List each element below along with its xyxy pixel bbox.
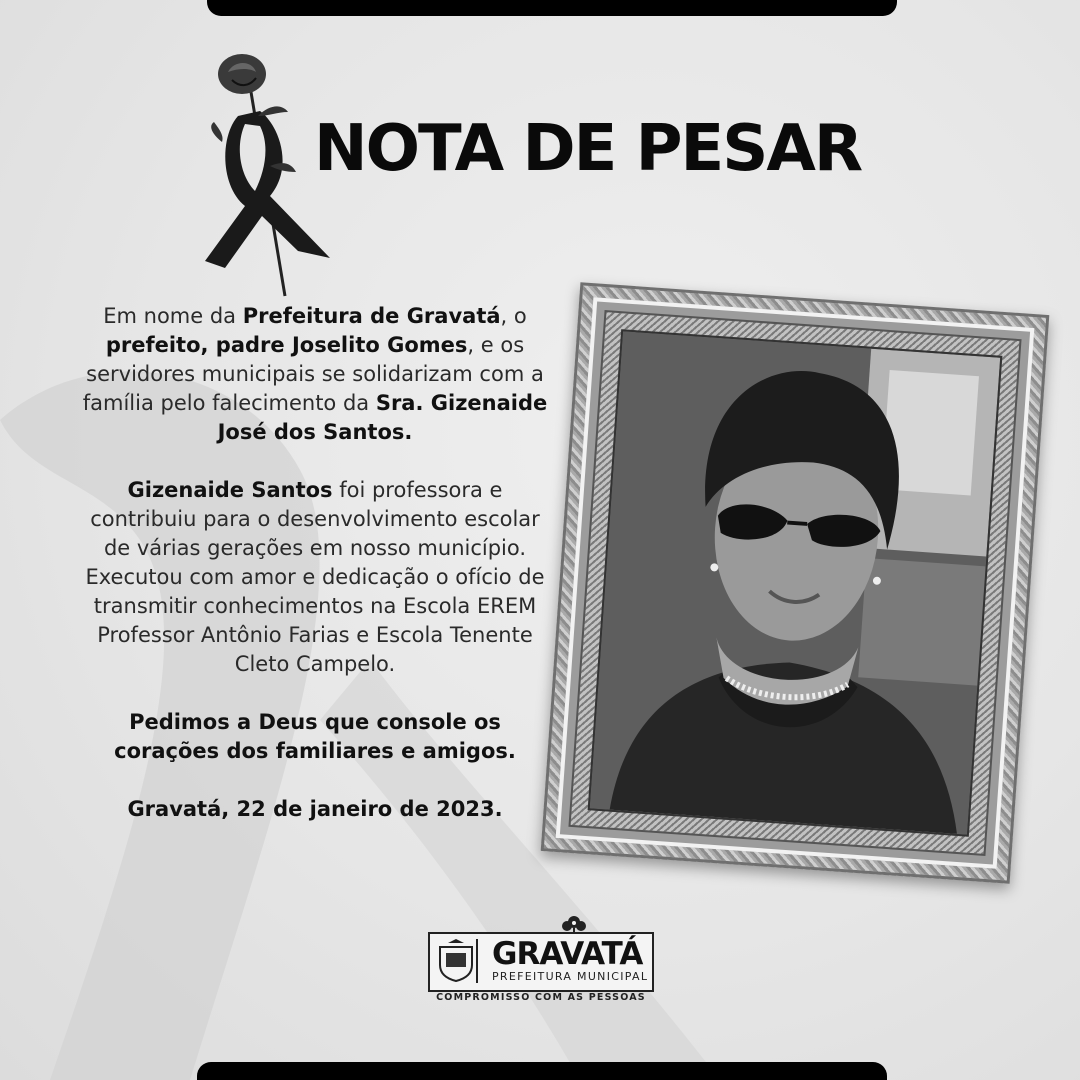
portrait-illustration — [590, 331, 1000, 834]
bottom-bar — [197, 1062, 887, 1080]
logo-tagline: COMPROMISSO COM AS PESSOAS — [436, 992, 646, 1003]
message-body — [80, 302, 550, 853]
mayor-name: prefeito, padre Joselito Gomes — [105, 333, 468, 357]
paragraph-condolences — [80, 302, 550, 447]
logo-box — [428, 932, 654, 992]
logo-subtitle: PREFEITURA MUNICIPAL — [492, 970, 649, 983]
text-run: , o — [500, 304, 527, 328]
text-run: , e os servidores municipais se solidarizam com a família pelo falecimento da — [82, 333, 544, 415]
text-run: Em nome da — [103, 304, 243, 328]
deceased-name: Sra. Gizenaide José dos Santos. — [217, 391, 548, 444]
prefecture-logo — [428, 914, 654, 1004]
paragraph-prayer: Pedimos a Deus que console os corações dos familiares e amigos. — [114, 710, 516, 763]
paragraph-biography — [80, 476, 550, 679]
prefecture-name: Prefeitura de Gravatá — [242, 304, 501, 328]
portrait-photo — [588, 329, 1003, 836]
crest-icon — [436, 939, 478, 983]
page-title: NOTA DE PESAR — [314, 112, 862, 186]
text-run: foi professora e contribuiu para o desenvolvimento escolar de várias gerações em nosso município. Executou com amor e dedicação o ofício de transmitir conhecimentos na Escola EREM Professor Antônio Farias e Escola Tenente Cleto Campelo. — [85, 478, 545, 676]
date-line: Gravatá, 22 de janeiro de 2023. — [127, 797, 503, 821]
portrait-frame — [541, 282, 1050, 883]
logo-name: GRAVATÁ — [492, 936, 643, 972]
deceased-short-name: Gizenaide Santos — [127, 478, 333, 502]
top-bar — [207, 0, 897, 16]
